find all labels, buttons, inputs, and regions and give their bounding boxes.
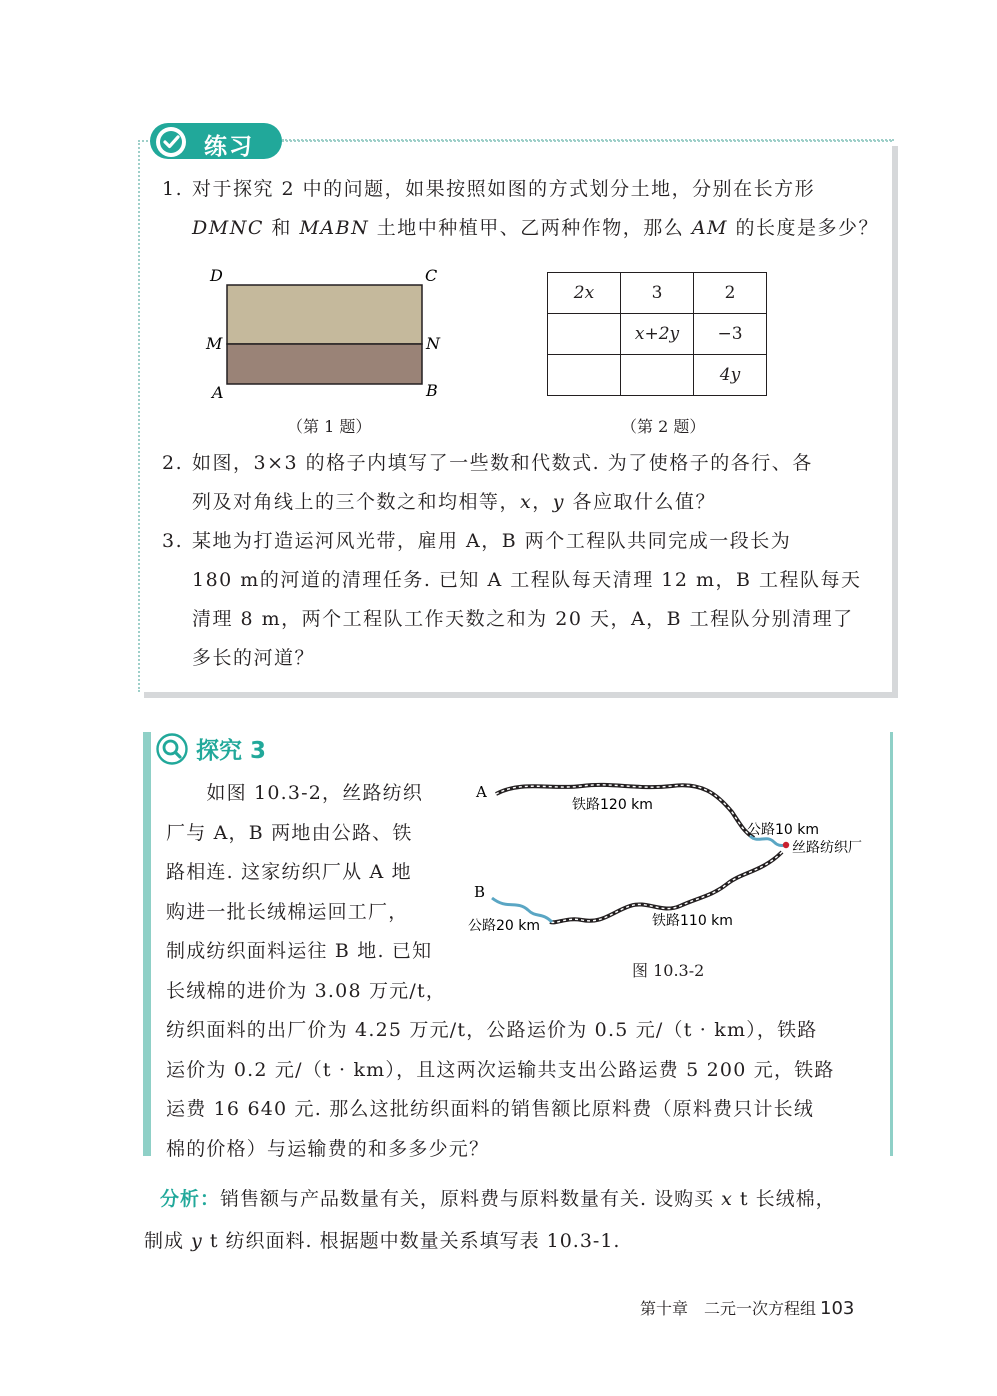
question-2-line-2: [192, 483, 882, 522]
practice-title: 练习: [204, 134, 254, 160]
map-point-b-label: B: [474, 883, 486, 901]
question-3-number: 3.: [162, 530, 184, 552]
grid-cell: [548, 314, 621, 355]
explore-line: 长绒棉的进价为 3.08 万元/t，: [166, 979, 447, 1002]
grid-cell: [621, 355, 694, 396]
grid-cell: [548, 355, 621, 396]
question-1: [162, 170, 882, 248]
question-3-line: 某地为打造运河风光带，雇用 A，B 两个工程队共同完成一段长为: [192, 530, 792, 552]
explore-line: 纺织面料的出厂价为 4.25 万元/t，公路运价为 0.5 元/（t · km），铁路: [166, 1019, 818, 1041]
analysis-line-2: [144, 1220, 900, 1262]
question-2-number: 2.: [162, 452, 184, 474]
analysis-text: 销售额与产品数量有关，原料费与原料数量有关. 设购买: [220, 1188, 722, 1210]
factory-marker: [783, 842, 789, 848]
figure-2-magic-grid: [547, 272, 767, 396]
analysis-label: 分析：: [160, 1188, 221, 1210]
question-1-text: 的长度是多少？: [728, 217, 880, 239]
pencil-check-icon: [154, 125, 188, 159]
explore-line: 运费 16 640 元. 那么这批纺织面料的销售额比原料费（原料费只计长绒: [166, 1098, 815, 1120]
explore-text-wrapped: [166, 774, 456, 1011]
question-3-line: 多长的河道？: [192, 647, 316, 669]
route-map-figure: [462, 772, 882, 942]
variable-x: x: [520, 491, 533, 513]
question-2-text: 各应取什么值？: [564, 491, 717, 513]
analysis-line-1: [160, 1178, 900, 1220]
explore-line: 棉的价格）与运输费的和多多少元？: [166, 1137, 490, 1160]
railway-bottom-label: 铁路110 km: [652, 913, 733, 929]
question-1-text: 和: [263, 217, 300, 239]
map-point-a-label: A: [476, 783, 487, 801]
analysis-paragraph: [144, 1178, 900, 1262]
figure-1-caption: （第 1 题）: [287, 417, 372, 436]
rect-mabn-label: MABN: [299, 217, 370, 239]
question-2-text: ，: [532, 491, 553, 513]
explore-line: 如图 10.3-2，丝路纺织: [166, 782, 424, 804]
point-b-label: B: [426, 381, 438, 400]
practice-header-divider: [282, 139, 894, 141]
grid-cell: 3: [621, 273, 694, 314]
grid-cell: x+2y: [621, 314, 694, 355]
page-footer: [640, 1296, 854, 1319]
explore-text-full: [166, 1011, 886, 1169]
rect-mabn: [227, 344, 422, 384]
question-1-line-2: [192, 209, 882, 248]
explore-line: 制成纺织面料运往 B 地. 已知: [166, 940, 433, 962]
railway-bottom-ties: [550, 852, 782, 922]
grid-row: [548, 273, 767, 314]
question-1-number: 1.: [162, 178, 184, 200]
question-2-text: 列及对角线上的三个数之和均相等，: [192, 491, 521, 513]
grid-cell: 2x: [548, 273, 621, 314]
analysis-text: t 纺织面料. 根据题中数量关系填写表 10.3-1.: [202, 1230, 621, 1252]
variable-y: y: [191, 1230, 203, 1252]
explore-line: 运价为 0.2 元/（t · km），且这两次运输共支出公路运费 5 200 元，铁路: [166, 1058, 835, 1081]
road-top-label: 公路10 km: [747, 822, 820, 838]
point-c-label: C: [425, 266, 438, 285]
point-d-label: D: [210, 266, 223, 285]
chapter-title: 第十章 二元一次方程组: [640, 1299, 817, 1318]
magnifier-icon: [156, 733, 188, 765]
route-map-caption: 图 10.3-2: [632, 961, 705, 980]
question-2: [162, 444, 882, 522]
explore-left-bar: [143, 732, 151, 1156]
question-3: [162, 522, 882, 678]
rect-dmnc-label: DMNC: [192, 217, 264, 239]
road-bottom-label: 公路20 km: [468, 918, 541, 934]
grid-row: [548, 314, 767, 355]
rect-dmnc: [227, 285, 422, 344]
analysis-text: 制成: [144, 1230, 192, 1252]
variable-x: x: [721, 1188, 733, 1210]
question-2-line-1: 如图，3×3 的格子内填写了一些数和代数式. 为了使格子的各行、各: [192, 452, 813, 474]
question-3-line: 清理 8 m，两个工程队工作天数之和为 20 天，A，B 工程队分别清理了: [192, 608, 854, 630]
variable-y: y: [552, 491, 565, 513]
explore-line: 厂与 A，B 两地由公路、铁: [166, 821, 413, 844]
explore-line: 购进一批长绒棉运回工厂，: [166, 900, 409, 923]
point-m-label: M: [206, 334, 223, 353]
grid-cell: 2: [694, 273, 767, 314]
point-a-label: A: [212, 383, 224, 402]
question-1-line-1: 对于探究 2 中的问题，如果按照如图的方式划分土地，分别在长方形: [192, 178, 816, 200]
explore-line: 路相连. 这家纺织厂从 A 地: [166, 861, 412, 883]
railway-top-label: 铁路120 km: [572, 797, 653, 813]
grid-cell: −3: [694, 314, 767, 355]
point-n-label: N: [426, 334, 440, 353]
railway-bottom: [550, 852, 782, 922]
question-3-line: 180 m的河道的清理任务. 已知 A 工程队每天清理 12 m，B 工程队每天: [192, 569, 862, 591]
grid-cell: 4y: [694, 355, 767, 396]
analysis-text: t 长绒棉，: [732, 1188, 836, 1210]
figure-1-land-rectangle: [200, 262, 450, 402]
grid-row: [548, 355, 767, 396]
figure-2-caption: （第 2 题）: [621, 417, 706, 436]
segment-am-label: AM: [691, 217, 728, 239]
page-number: 103: [820, 1298, 855, 1319]
question-1-text: 土地中种植甲、乙两种作物，那么: [369, 217, 692, 239]
explore-title: 探究 3: [196, 738, 267, 764]
explore-right-bar: [890, 732, 893, 1156]
factory-label: 丝路纺织厂: [792, 840, 862, 856]
